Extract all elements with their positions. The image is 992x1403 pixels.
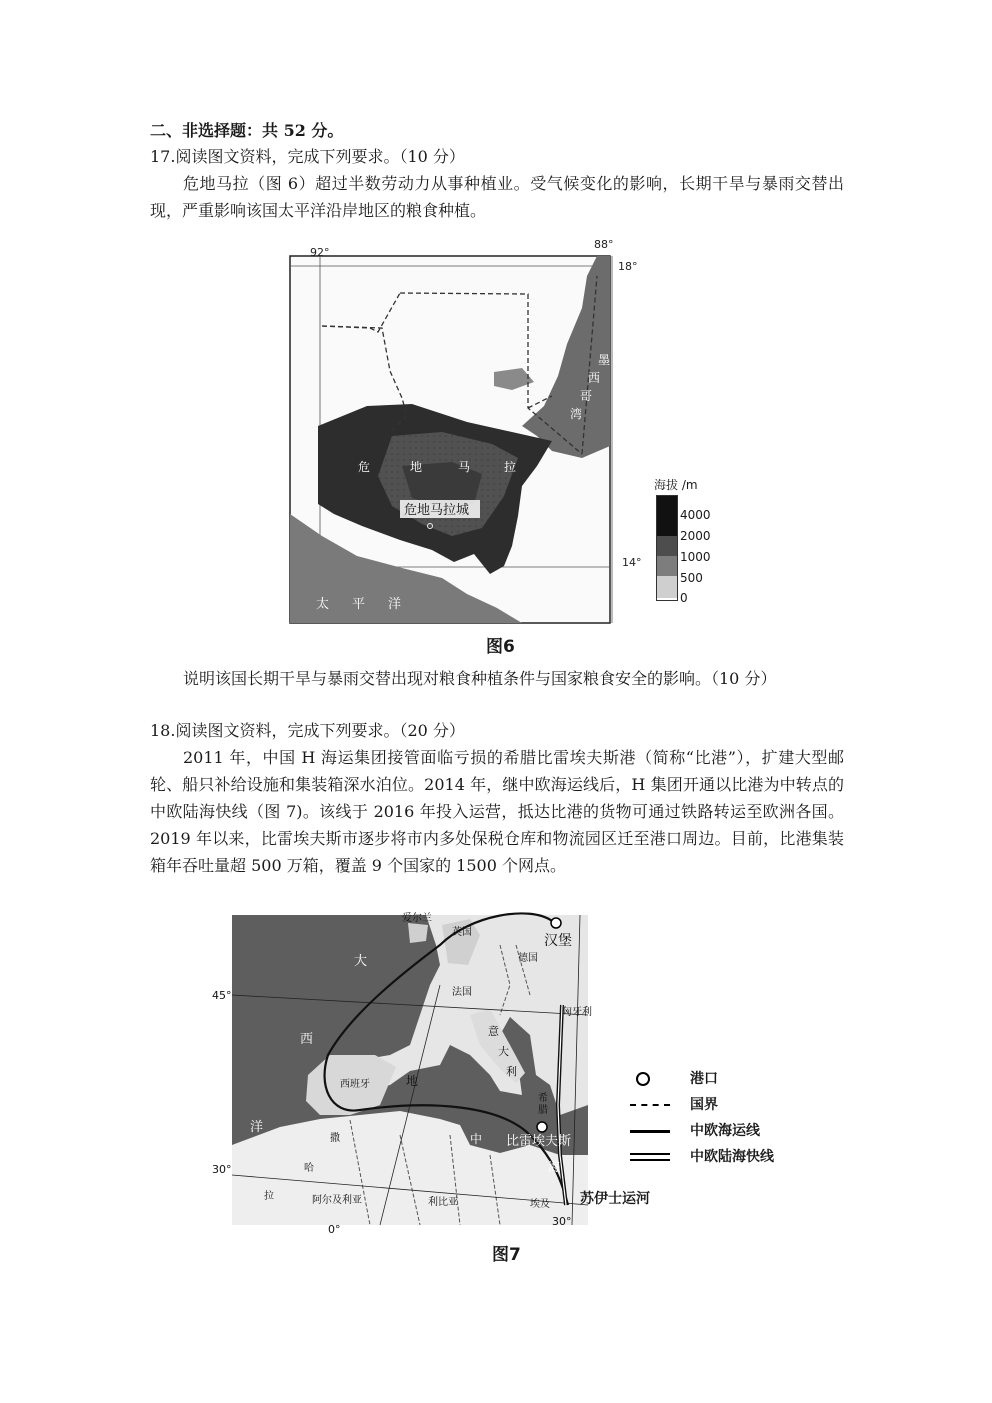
q18-paragraph: 2011 年，中国 H 海运集团接管面临亏损的希腊比雷埃夫斯港（简称“比港”），扩建大型邮轮、船只补给设施和集装箱深水泊位。2014 年，继中欧海运线后，H 集团开通以比港为中转点的中欧陆海快线（图 7)。该线于 2016 年投入运营，抵达比港的货物可通过铁路转运至欧洲各国。2019 年以来，比雷埃夫斯市逐步将市内多处保税仓库和物流园区迁至港口周边。目前，比港集装箱年吞吐量超 500 万箱，覆盖 9 个国家的 1500 个网点。	[150, 748, 844, 875]
land-sea-route-icon	[630, 1153, 670, 1161]
piraeus-port-icon	[537, 1122, 547, 1132]
fig6-gulf-2: 西	[588, 371, 601, 385]
fig6-lon-left: 92°	[310, 246, 330, 259]
q18-header: 18.阅读图文资料，完成下列要求。（20 分）	[150, 721, 465, 740]
fig7-sahara-2: 哈	[304, 1163, 314, 1174]
fig7-atlantic-3: 洋	[250, 1120, 264, 1135]
fig6-ocean-1: 太	[316, 597, 330, 612]
fig6-highland-1: 危	[358, 460, 371, 474]
q17-paragraph: 危地马拉（图 6）超过半数劳动力从事种植业。受气候变化的影响，长期干旱与暴雨交替出现，严重影响该国太平洋沿岸地区的粮食种植。	[150, 174, 844, 220]
fig6-capital-label: 危地马拉城	[404, 503, 470, 518]
fig7-sahara-3: 拉	[264, 1191, 274, 1202]
fig7-egypt: 埃及	[530, 1199, 550, 1210]
fig7-med-west: 地	[406, 1074, 419, 1088]
fig7-lat-30: 30°	[212, 1163, 232, 1176]
fig7-france: 法国	[452, 987, 472, 998]
fig7-legend-border-label: 国界	[690, 1097, 718, 1113]
fig6-highland-3: 马	[458, 460, 471, 474]
q17-question: 说明该国长期干旱与暴雨交替出现对粮食种植条件与国家粮食安全的影响。（10 分）	[183, 669, 777, 688]
fig6-ocean-2: 平	[352, 597, 366, 612]
fig7-legend-land-sea	[630, 1146, 830, 1172]
q17-header: 17.阅读图文资料，完成下列要求。（10 分）	[150, 147, 465, 166]
fig6-highland-4: 拉	[504, 460, 517, 474]
fig7-legend-sea-route-label: 中欧海运线	[690, 1123, 760, 1139]
fig7-atlantic-2: 西	[300, 1032, 314, 1047]
figure6-map	[282, 236, 642, 628]
figure6-caption: 图6	[486, 637, 515, 657]
fig7-lat-45: 45°	[212, 989, 232, 1002]
fig6-gulf-1: 墨	[598, 353, 611, 367]
fig7-legend	[630, 1068, 830, 1172]
fig6-gulf-3: 哥	[580, 389, 593, 403]
figure7-caption: 图7	[492, 1245, 521, 1265]
fig7-algeria: 阿尔及利亚	[312, 1195, 362, 1206]
fig7-ireland: 爱尔兰	[402, 913, 432, 924]
fig6-lat-bottom: 14°	[622, 556, 642, 569]
fig7-greece-2: 腊	[538, 1105, 548, 1116]
section-title: 二、非选择题：共 52 分。	[150, 121, 344, 140]
fig6-legend-1000: 1000	[680, 550, 711, 564]
fig7-suez-label: 苏伊士运河	[580, 1191, 650, 1207]
sea-route-icon	[630, 1130, 670, 1133]
fig7-legend-land-sea-label: 中欧陆海快线	[690, 1149, 774, 1165]
fig7-italy-1: 意	[488, 1025, 499, 1038]
fig7-med-east-1: 中	[470, 1132, 483, 1146]
fig7-germany: 德国	[518, 953, 538, 964]
fig7-spain: 西班牙	[340, 1079, 370, 1090]
fig7-legend-border	[630, 1094, 830, 1120]
fig6-legend-bar	[656, 495, 678, 601]
fig7-greece-1: 希	[538, 1093, 548, 1104]
fig7-piraeus: 比雷埃夫斯	[506, 1134, 572, 1149]
fig7-italy-3: 利	[506, 1065, 517, 1078]
fig6-legend-title: 海拔 /m	[654, 478, 698, 492]
fig7-legend-sea-route	[630, 1120, 830, 1146]
fig6-legend-4000: 4000	[680, 508, 711, 522]
fig7-uk: 英国	[452, 927, 472, 938]
fig6-ocean-3: 洋	[388, 597, 402, 612]
fig6-highland-2: 地	[410, 460, 423, 474]
fig7-hamburg: 汉堡	[544, 933, 572, 949]
fig6-legend-0: 0	[680, 591, 688, 605]
fig7-hungary: 匈牙利	[562, 1007, 592, 1018]
fig7-atlantic-1: 大	[354, 954, 368, 969]
fig7-legend-port	[630, 1068, 830, 1094]
fig7-lon-0: 0°	[328, 1223, 341, 1235]
fig7-sahara-1: 撒	[330, 1133, 340, 1144]
fig7-med-east-2: 海	[548, 1160, 561, 1174]
fig7-libya: 利比亚	[428, 1197, 458, 1208]
fig6-legend-500: 500	[680, 571, 703, 585]
fig7-italy-2: 大	[498, 1045, 509, 1058]
fig6-gulf-4: 湾	[570, 407, 583, 421]
fig6-lon-right: 88°	[594, 238, 614, 251]
port-icon	[636, 1072, 650, 1086]
figure7-map	[200, 905, 610, 1235]
fig6-legend-2000: 2000	[680, 529, 711, 543]
border-line-icon	[630, 1104, 670, 1106]
hamburg-port-icon	[551, 918, 561, 928]
fig6-lat-top: 18°	[618, 260, 638, 273]
fig7-lon-30: 30°	[552, 1215, 572, 1228]
fig7-legend-port-label: 港口	[690, 1071, 718, 1087]
